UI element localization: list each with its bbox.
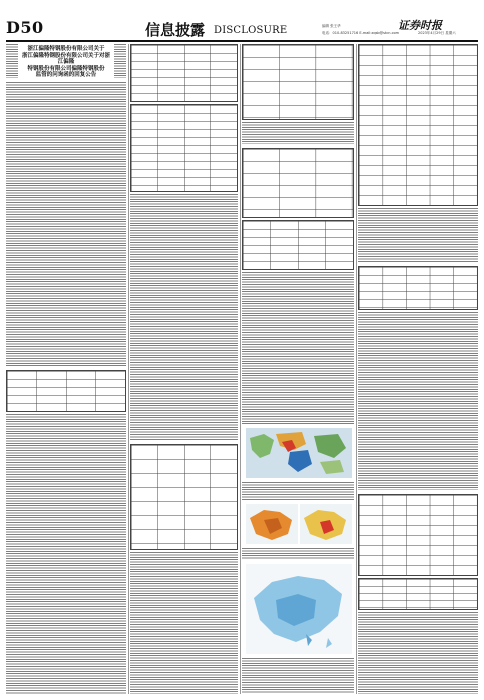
- body-text-block: [358, 312, 478, 490]
- header-rule: [6, 40, 478, 42]
- column-divider: [240, 44, 241, 694]
- column-2: [130, 44, 238, 694]
- body-text-block: [130, 194, 238, 440]
- world-map-figure: [246, 428, 352, 478]
- world-map-graphic: [246, 428, 352, 478]
- body-text-block: [6, 82, 126, 366]
- china-map-graphic-right: [300, 504, 352, 544]
- column-divider: [356, 44, 357, 694]
- column-4: [358, 44, 478, 694]
- column-divider: [128, 44, 129, 694]
- china-map-figure-large: [246, 564, 352, 654]
- column-1: [6, 44, 126, 694]
- data-table: [242, 44, 354, 120]
- data-table: [242, 148, 354, 218]
- body-text-block: [242, 658, 354, 694]
- newspaper-logo: 证券时报: [398, 19, 442, 32]
- article-title-line-4: 监管的问询函的回复公告: [35, 72, 97, 78]
- data-table: [6, 370, 126, 412]
- china-map-graphic-large: [246, 564, 352, 654]
- china-map-graphic-left: [246, 504, 298, 544]
- china-map-figure-left: [246, 504, 298, 544]
- china-map-figure-right: [300, 504, 352, 544]
- article-title-line-3: 特钢股份有限公司偏隆特钢股份: [27, 65, 105, 72]
- data-table: [358, 44, 478, 206]
- body-text-block: [242, 482, 354, 500]
- data-table: [358, 494, 478, 576]
- section-title: 信息披露: [145, 21, 206, 39]
- data-table: [358, 266, 478, 310]
- body-text-block: [130, 552, 238, 694]
- page-header: [0, 0, 484, 44]
- body-text-block: [242, 548, 354, 560]
- data-table: [130, 444, 238, 550]
- section-title-en: DISCLOSURE: [214, 25, 288, 36]
- article-title-line-1: 浙江偏隆特钢股份有限公司关于: [27, 46, 105, 52]
- data-table: [358, 578, 478, 610]
- body-text-block: [242, 122, 354, 144]
- data-table: [130, 104, 238, 192]
- editor-line: 编辑 张王华: [322, 24, 341, 28]
- article-title: [20, 46, 112, 79]
- body-text-fragment: [6, 44, 18, 78]
- body-text-block: [6, 414, 126, 694]
- date-line: 2023年4月29日 星期六: [418, 31, 456, 35]
- article-title-line-2: 浙江偏隆特钢股份有限公司关于对浙江偏隆: [21, 52, 110, 65]
- contact-line: 电话：010-83251716 E-mail:zqsb@stcn.com: [322, 31, 400, 35]
- body-text-block: [242, 272, 354, 424]
- data-table: [130, 44, 238, 102]
- data-table: [242, 220, 354, 270]
- body-text-block: [358, 612, 478, 694]
- body-text-block: [358, 208, 478, 262]
- body-text-fragment: [114, 44, 126, 78]
- column-3: [242, 44, 354, 694]
- page-number: D50: [6, 18, 44, 37]
